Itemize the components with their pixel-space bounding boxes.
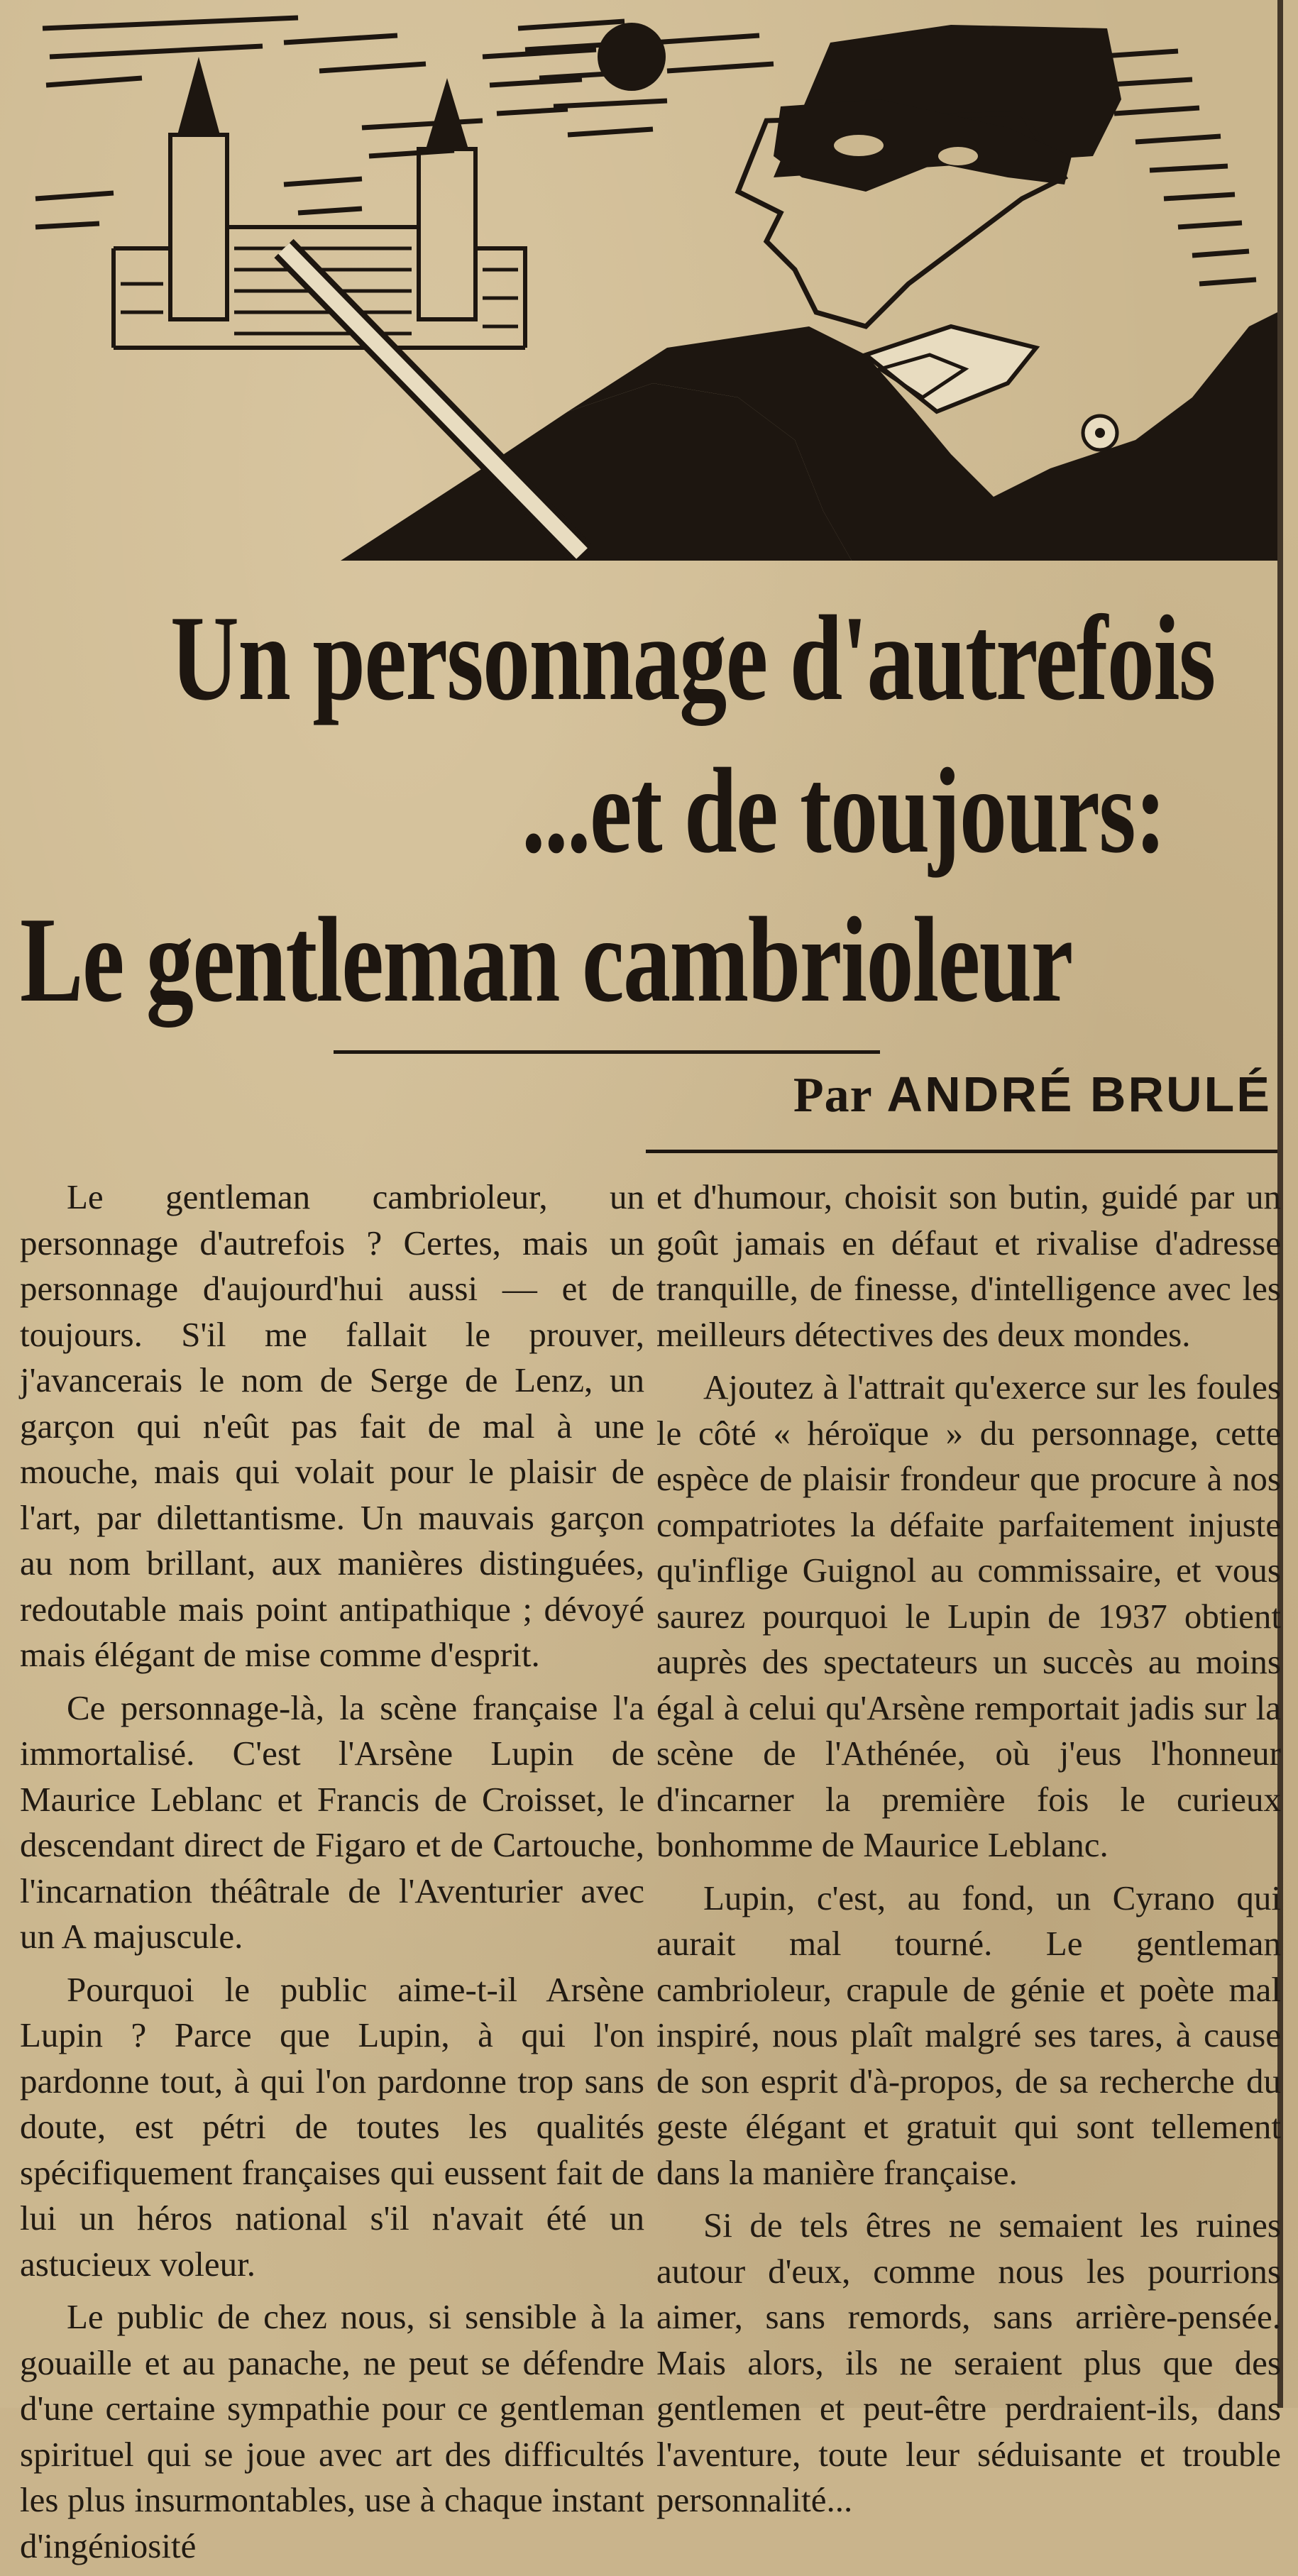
article-column-right — [656, 1174, 1281, 2531]
byline-author: ANDRÉ BRULÉ — [886, 1067, 1272, 1122]
paragraph: Ajoutez à l'attrait qu'exerce sur les foules le côté « héroïque » du personnage, cette espèce de plaisir frondeur que procure à nos compatriotes la défaite parfaitement injuste qu'inflige Guignol au commissaire, et vous saurez pourquoi le Lupin de 1937 obtient auprès des spectateurs un succès au moins égal à celui qu'Arsène remportait jadis sur la scène de l'Athénée, où j'eus l'honneur d'incarner la première fois le curieux bonhomme de Maurice Leblanc. — [656, 1367, 1281, 1864]
gentleman-burglar-illustration — [28, 14, 1277, 561]
paragraph: Pourquoi le public aime-t-il Arsène Lupin ? Parce que Lupin, à qui l'on pardonne tout, à qui l'on pardonne trop sans doute, est pétri de toutes les qualités spécifiquement françaises qui eussent fait de lui un héros national s'il n'avait été un astucieux voleur. — [20, 1969, 644, 2284]
byline-rule — [646, 1150, 1277, 1153]
paragraph: et d'humour, choisit son butin, guidé par un goût jamais en défaut et rivalise d'adresse tranquille, de finesse, d'intelligence avec les meilleurs détectives des deux mondes. — [656, 1177, 1281, 1354]
headline-line-3: Le gentleman cambrioleur — [20, 893, 1072, 1028]
byline — [640, 1066, 1272, 1124]
paragraph: Le gentleman cambrioleur, un personnage d'autrefois ? Certes, mais un personnage d'aujourd'hui aussi — et de toujours. S'il me fallait le prouver, j'avancerais le nom de Serge de Lenz, un garçon qui n'eût pas fait de mal à une mouche, mais qui volait pour le plaisir de l'art, par dilettantisme. Un mauvais garçon au nom brillant, aux manières distinguées, redoutable mais point antipathique ; dévoyé mais élégant de mise comme d'esprit. — [20, 1177, 644, 1674]
paragraph: Le public de chez nous, si sensible à la gouaille et au panache, ne peut se défendre d'une certaine sympathie pour ce gentleman spirituel qui se joue avec art des difficultés les plus insurmontables, use à chaque instant d'ingéniosité — [20, 2297, 644, 2565]
article-column-left — [20, 1174, 644, 2576]
paragraph: Si de tels êtres ne semaient les ruines autour d'eux, comme nous les pourrions aimer, sans remords, sans arrière-pensée. Mais alors, ils ne seraient plus que des gentlemen et peut-être perdraient-ils, dans l'aventure, toute leur séduisante et trouble personnalité... — [656, 2206, 1281, 2519]
paragraph: Lupin, c'est, au fond, un Cyrano qui aurait mal tourné. Le gentleman cambrioleur, crapule de génie et poète mal inspiré, nous plaît malgré ses tares, à cause de son esprit d'à-propos, de sa recherche du geste élégant et gratuit qui sont tellement dans la manière française. — [656, 1878, 1281, 2192]
byline-par: Par — [793, 1068, 873, 1123]
headline-rule — [334, 1050, 880, 1054]
headline-line-1: Un personnage d'autrefois — [170, 591, 1215, 726]
headline-line-2: ...et de toujours: — [522, 744, 1166, 879]
paragraph: Ce personnage-là, la scène française l'a immortalisé. C'est l'Arsène Lupin de Maurice Leblanc et Francis de Croisset, le descendant direct de Figaro et de Cartouche, l'incarnation théâtrale de l'Aventurier avec un A majuscule. — [20, 1688, 644, 1956]
